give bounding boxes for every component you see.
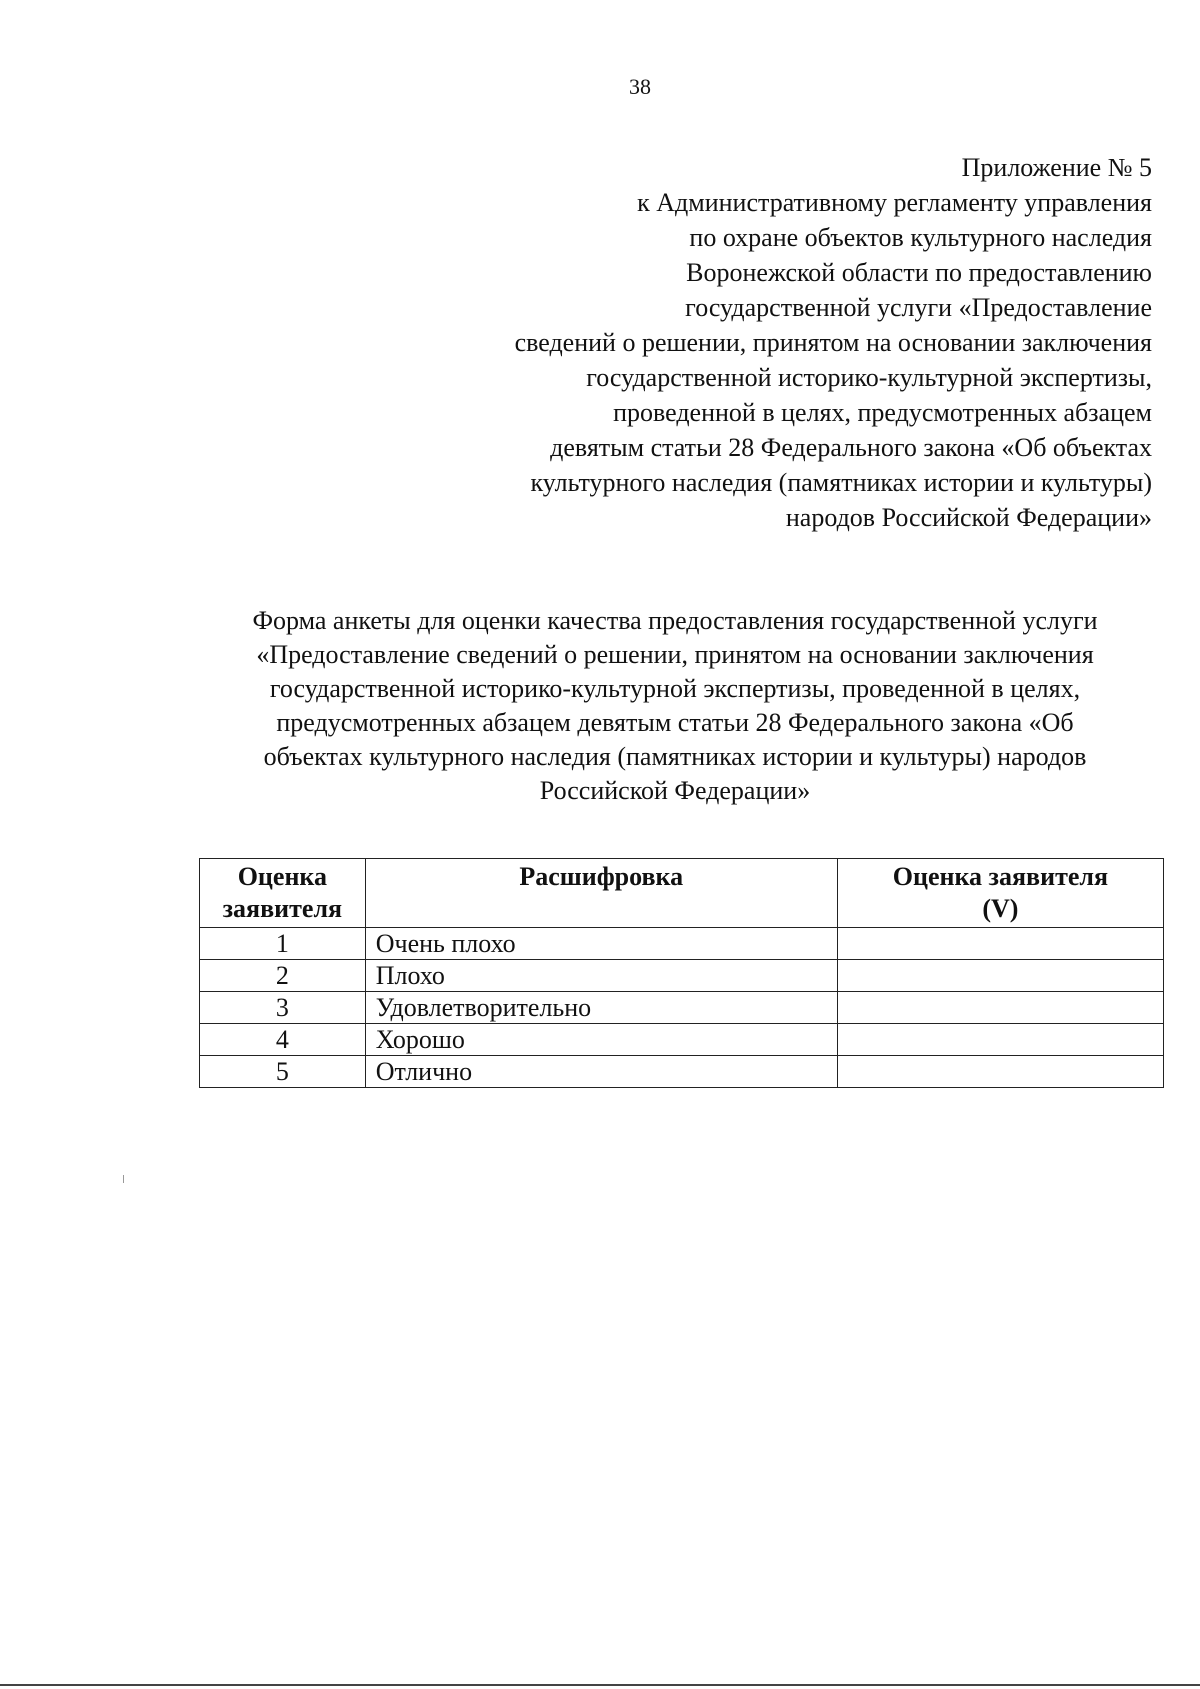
appendix-line: государственной историко-культурной экспертизы, [586, 363, 1152, 392]
row-mark-cell[interactable] [837, 1024, 1163, 1056]
appendix-line: девятым статьи 28 Федерального закона «Об объектах [550, 433, 1152, 462]
appendix-line: культурного наследия (памятниках истории и культуры) [530, 468, 1152, 497]
table-row [200, 928, 1164, 960]
row-description: Плохо [365, 960, 837, 992]
table-row [200, 960, 1164, 992]
form-title-line: Форма анкеты для оценки качества предоставления государственной услуги [252, 606, 1098, 635]
appendix-line: сведений о решении, принятом на основании заключения [514, 328, 1152, 357]
appendix-line: по охране объектов культурного наследия [689, 223, 1152, 252]
appendix-line: к Административному регламенту управления [637, 188, 1152, 217]
row-score: 4 [200, 1024, 366, 1056]
header-description-text: Расшифровка [519, 862, 684, 891]
row-score: 1 [200, 928, 366, 960]
row-score: 5 [200, 1056, 366, 1088]
appendix-line: Воронежской области по предоставлению [686, 258, 1152, 287]
row-description: Отлично [365, 1056, 837, 1088]
form-title-line: государственной историко-культурной экспертизы, проведенной в целях, [269, 674, 1081, 703]
appendix-line: государственной услуги «Предоставление [685, 293, 1152, 322]
form-title [200, 604, 1150, 808]
row-score: 3 [200, 992, 366, 1024]
header-score-line2: заявителя [222, 894, 343, 923]
form-title-line: предусмотренных абзацем девятым статьи 28 Федерального закона «Об [276, 708, 1074, 737]
rating-table [199, 858, 1164, 1088]
header-mark-line1: Оценка заявителя [892, 862, 1109, 891]
header-score-line1: Оценка [237, 862, 328, 891]
form-title-line: «Предоставление сведений о решении, принятом на основании заключения [256, 640, 1094, 669]
row-description: Удовлетворительно [365, 992, 837, 1024]
appendix-line: Приложение № 5 [961, 153, 1152, 182]
row-mark-cell[interactable] [837, 928, 1163, 960]
appendix-line: народов Российской Федерации» [785, 503, 1152, 532]
appendix-line: проведенной в целях, предусмотренных абзацем [613, 398, 1152, 427]
row-score: 2 [200, 960, 366, 992]
table-header-row [200, 859, 1164, 928]
form-title-line: Российской Федерации» [539, 776, 811, 805]
footer-rule [0, 1684, 1200, 1686]
row-mark-cell[interactable] [837, 1056, 1163, 1088]
form-title-line: объектах культурного наследия (памятниках истории и культуры) народов [263, 742, 1087, 771]
row-description: Хорошо [365, 1024, 837, 1056]
header-mark-line2: (V) [982, 894, 1019, 923]
header-description [365, 859, 837, 928]
row-mark-cell[interactable] [837, 992, 1163, 1024]
table-row [200, 1024, 1164, 1056]
row-mark-cell[interactable] [837, 960, 1163, 992]
page-number: 38 [629, 74, 651, 99]
table-row [200, 992, 1164, 1024]
row-description: Очень плохо [365, 928, 837, 960]
appendix-block [392, 150, 1152, 535]
table-row [200, 1056, 1164, 1088]
header-score [200, 859, 366, 928]
header-mark [837, 859, 1163, 928]
scan-speck [123, 1175, 124, 1183]
